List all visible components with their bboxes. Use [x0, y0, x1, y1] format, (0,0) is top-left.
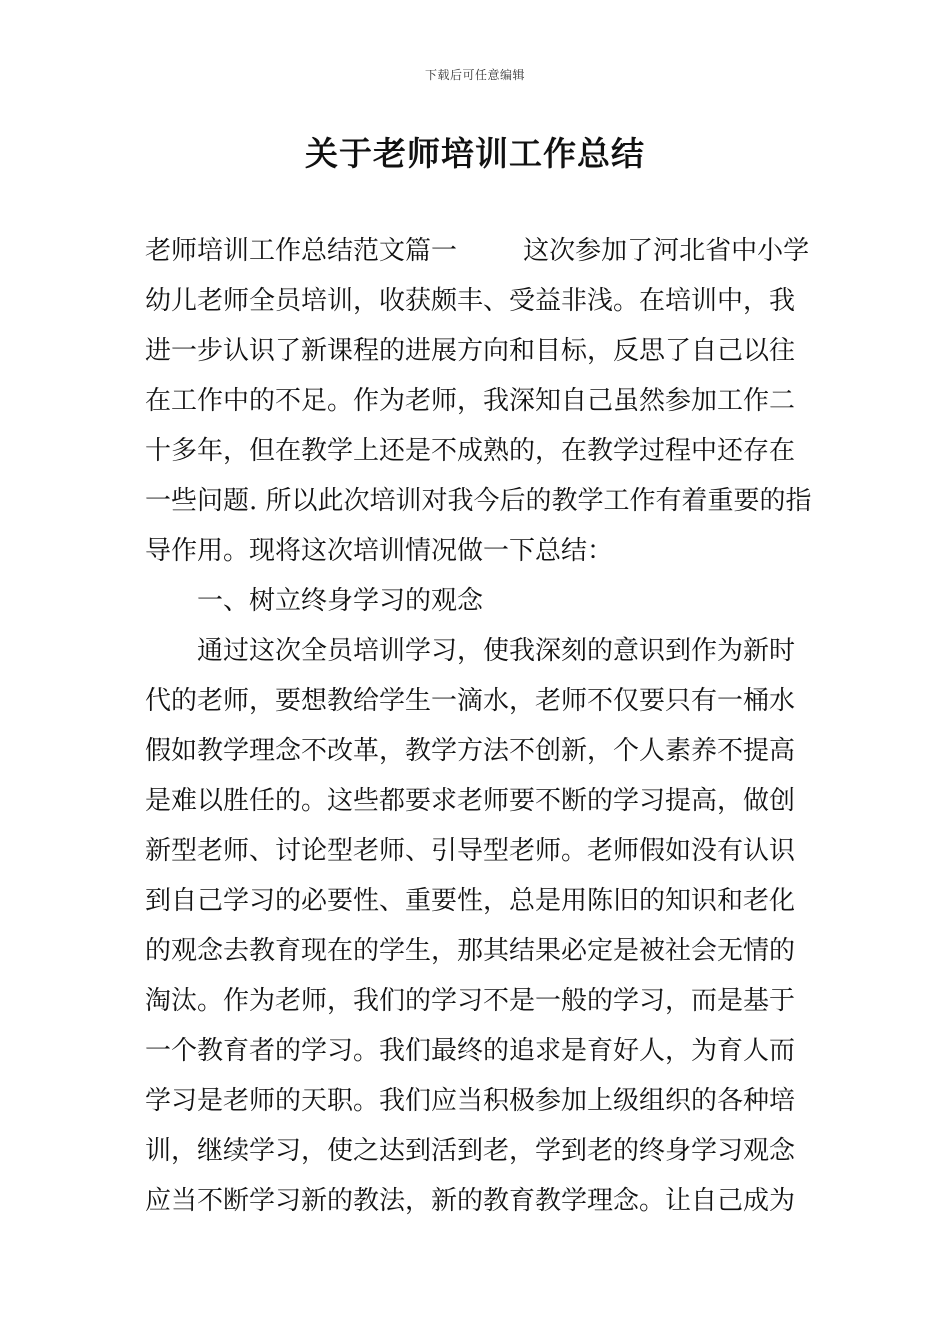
text-line: 到自己学习的必要性、重要性，总是用陈旧的知识和老化	[145, 886, 796, 916]
header-note: 下载后可任意编辑	[424, 68, 525, 82]
text-line: 代的老师，要想教给学生一滴水，老师不仅要只有一桶水	[145, 686, 796, 716]
text-line: 通过这次全员培训学习，使我深刻的意识到作为新时	[197, 636, 796, 666]
document-title: 关于老师培训工作总结	[305, 134, 645, 173]
text-line: 幼儿老师全员培训，收获颇丰、受益非浅。在培训中，我	[145, 286, 796, 316]
text-line: 在工作中的不足。作为老师，我深知自己虽然参加工作二	[145, 386, 796, 416]
text-line: 是难以胜任的。这些都要求老师要不断的学习提高，做创	[145, 786, 796, 816]
document-body	[145, 226, 815, 1226]
text-line: 应当不断学习新的教法，新的教育教学理念。让自己成为	[145, 1186, 796, 1216]
text-line: 一些问题. 所以此次培训对我今后的教学工作有着重要的指	[145, 486, 812, 516]
text-line: 假如教学理念不改革，教学方法不创新，个人素养不提高	[145, 736, 796, 766]
section-heading: 一、树立终身学习的观念	[197, 586, 484, 616]
text-line: 十多年，但在教学上还是不成熟的，在教学过程中还存在	[145, 436, 796, 466]
text-line: 训，继续学习，使之达到活到老，学到老的终身学习观念	[145, 1136, 796, 1166]
text-line: 导作用。现将这次培训情况做一下总结：	[145, 536, 614, 566]
text-line: 进一步认识了新课程的进展方向和目标，反思了自己以往	[145, 336, 796, 366]
text-line: 一个教育者的学习。我们最终的追求是育好人，为育人而	[145, 1036, 796, 1066]
text-line: 学习是老师的天职。我们应当积极参加上级组织的各种培	[145, 1086, 796, 1116]
text-line: 淘汰。作为老师，我们的学习不是一般的学习，而是基于	[145, 986, 796, 1016]
text-line: 的观念去教育现在的学生，那其结果必定是被社会无情的	[145, 936, 796, 966]
text-line: 老师培训工作总结范文篇一 这次参加了河北省中小学	[145, 236, 810, 266]
text-line: 新型老师、讨论型老师、引导型老师。老师假如没有认识	[145, 836, 796, 866]
